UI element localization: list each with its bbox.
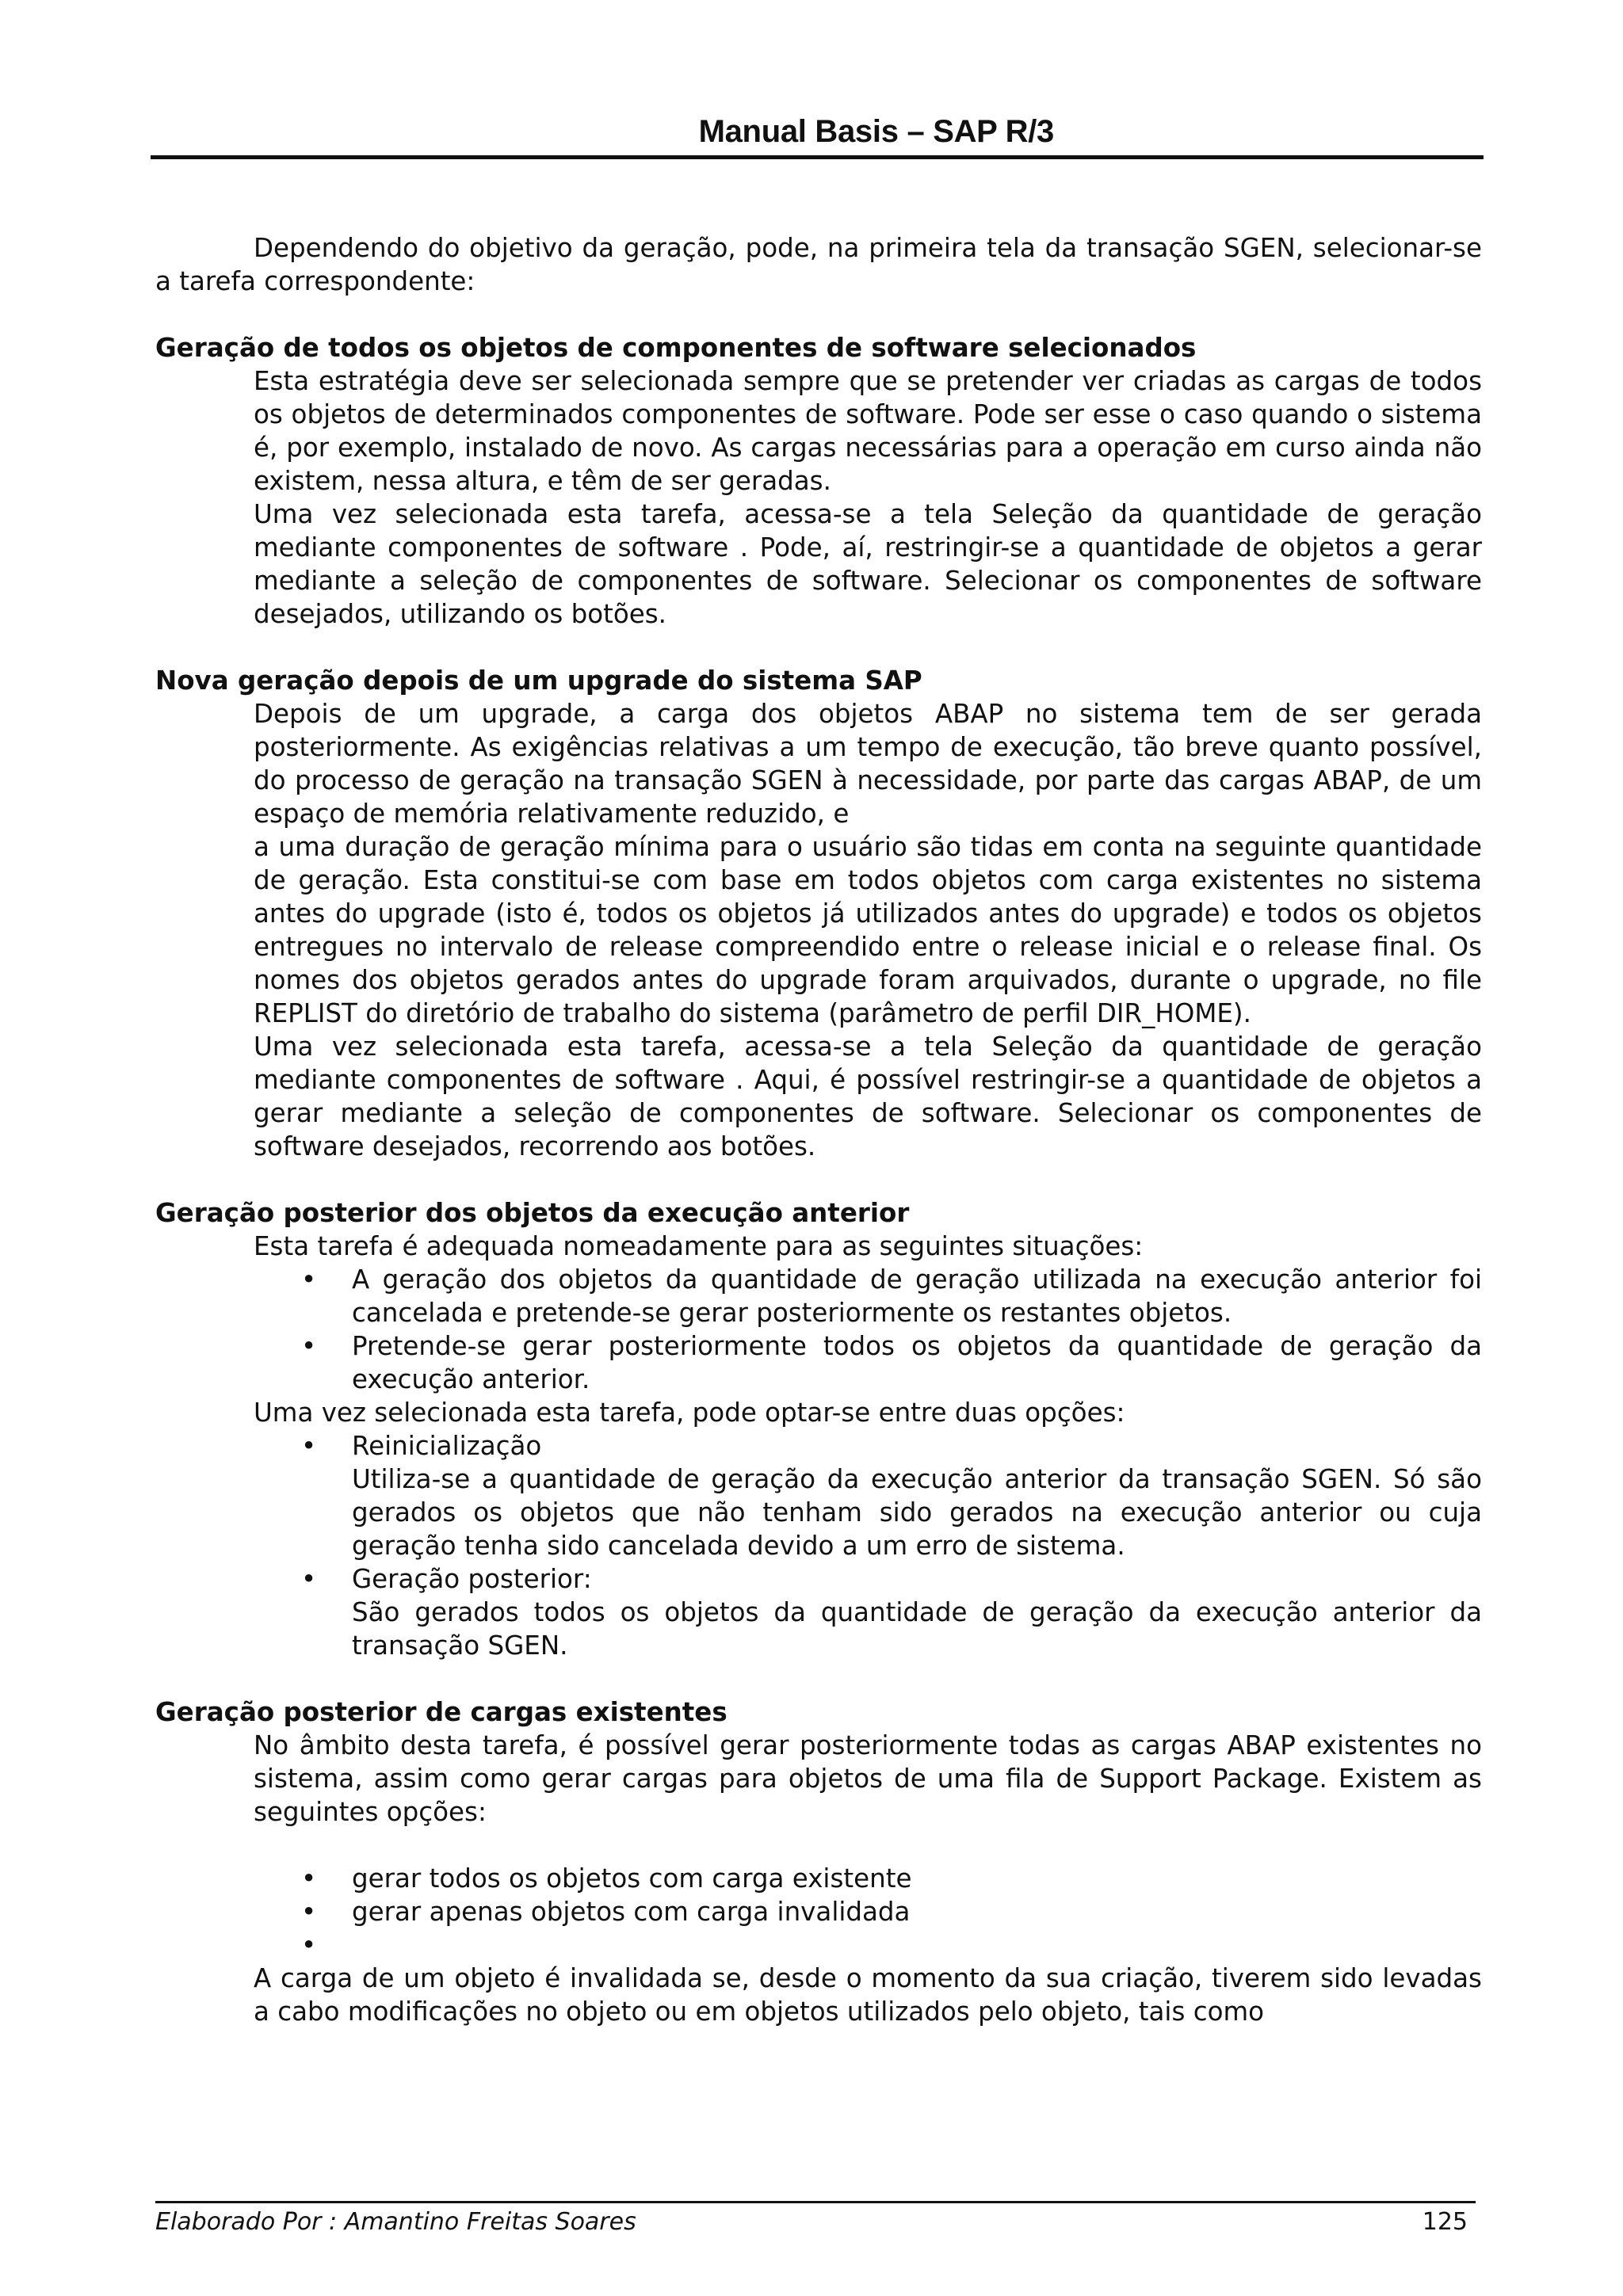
list-item [254,1562,1482,1662]
option-text: São gerados todos os objetos da quantidade de geração da execução anterior da transação SGEN. [352,1597,1482,1661]
bullet-icon: • [301,1431,317,1461]
section-heading: Geração de todos os objetos de componentes de software selecionados [155,333,1197,363]
option-text: Utiliza-se a quantidade de geração da execução anterior da transação SGEN. Só são gerados os objetos que não tenham sido gerados na execução anterior ou cuja geração tenha sido cancelada devido a um erro de sistema. [352,1464,1482,1561]
page-body [155,231,1482,2028]
situations-list [155,1263,1482,1396]
section-all-objects [155,331,1482,631]
section-previous-run [155,1196,1482,1662]
paragraph: Uma vez selecionada esta tarefa, pode optar-se entre duas opções: [254,1398,1125,1428]
list-item [254,1429,1482,1562]
load-options-list [155,1862,1482,1962]
section-body [155,697,1482,1163]
list-item-text: Pretende-se gerar posteriormente todos os objetos da quantidade de geração da execução anterior. [352,1331,1482,1394]
section-lead [155,1729,1482,1829]
bullet-icon: • [301,1331,317,1361]
paragraph: Uma vez selecionada esta tarefa, acessa-se a tela Seleção da quantidade de geração mediante componentes de software . Aqui, é possível restringir-se a quantidade de objetos a gerar mediante a seleção de componentes de software. Selecionar os componentes de software desejados, recorrendo aos botões. [254,1032,1482,1161]
bullet-icon: • [301,1863,317,1894]
bullet-icon: • [301,1564,317,1594]
footer-author: Elaborado Por : Amantino Freitas Soares [155,2208,636,2236]
section-lead [155,1230,1482,1263]
document-title: Manual Basis – SAP R/3 [698,114,1054,149]
list-item-text: gerar todos os objetos com carga existente [352,1863,912,1894]
section-body [155,364,1482,631]
paragraph: Esta estratégia deve ser selecionada sempre que se pretender ver criadas as cargas de todos os objetos de determinados componentes de software. Pode ser esse o caso quando o sistema é, por exemplo, instalado de novo. As cargas necessárias para a operação em curso ainda não existem, nessa altura, e têm de ser geradas. [254,366,1482,496]
paragraph: Uma vez selecionada esta tarefa, acessa-se a tela Seleção da quantidade de geração mediante componentes de software . Pode, aí, restringir-se a quantidade de objetos a gerar mediante a seleção de componentes de software. Selecionar os componentes de software desejados, utilizando os botões. [254,499,1482,629]
list-item [254,1263,1482,1329]
bullet-icon: • [301,1897,317,1927]
section-heading: Geração posterior dos objetos da execução anterior [155,1198,910,1228]
bullet-icon: • [301,1930,317,1960]
paragraph: a uma duração de geração mínima para o usuário são tidas em conta na seguinte quantidade de geração. Esta constitui-se com base em todos objetos com carga existentes no sistema antes do upgrade (isto é, todos os objetos já utilizados antes do upgrade) e todos os objetos entregues no intervalo de release compreendido entre o release inicial e o release final. Os nomes dos objetos gerados antes do upgrade foram arquivados, durante o upgrade, no file REPLIST do diretório de trabalho do sistema (parâmetro de perfil DIR_HOME). [254,832,1482,1028]
list-item [254,1928,1482,1962]
section-heading: Geração posterior de cargas existentes [155,1697,727,1727]
page-number: 125 [1422,2208,1468,2236]
section-closing [155,1962,1482,2028]
paragraph: A carga de um objeto é invalidada se, desde o momento da sua criação, tiverem sido levadas a cabo modificações no objeto ou em objetos utilizados pelo objeto, tais como [254,1963,1482,2027]
paragraph: Depois de um upgrade, a carga dos objetos ABAP no sistema tem de ser gerada posteriormente. As exigências relativas a um tempo de execução, tão breve quanto possível, do processo de geração na transação SGEN à necessidade, por parte das cargas ABAP, de um espaço de memória relativamente reduzido, e [254,699,1482,829]
section-upgrade [155,664,1482,1163]
section-existing-loads [155,1695,1482,2028]
paragraph: No âmbito desta tarefa, é possível gerar posteriormente todas as cargas ABAP existentes no sistema, assim como gerar cargas para objetos de uma fila de Support Package. Existem as seguintes opções: [254,1730,1482,1827]
list-item [254,1862,1482,1895]
paragraph: Esta tarefa é adequada nomeadamente para as seguintes situações: [254,1231,1144,1261]
list-item-text: gerar apenas objetos com carga invalidada [352,1897,911,1927]
option-name: Geração posterior: [352,1564,592,1594]
section-heading: Nova geração depois de um upgrade do sistema SAP [155,666,922,696]
intro-paragraph: Dependendo do objetivo da geração, pode, na primeira tela da transação SGEN, selecionar-se a tarefa correspondente: [155,233,1482,296]
footer-divider [155,2201,1476,2203]
spacer [155,1829,1482,1862]
section-lead [155,1396,1482,1429]
options-list [155,1429,1482,1662]
bullet-icon: • [301,1264,317,1295]
list-item [254,1895,1482,1928]
option-name: Reinicialização [352,1431,542,1461]
list-item [254,1329,1482,1396]
list-item-text: A geração dos objetos da quantidade de geração utilizada na execução anterior foi cancelada e pretende-se gerar posteriormente os restantes objetos. [352,1264,1482,1328]
header-divider [151,155,1484,159]
